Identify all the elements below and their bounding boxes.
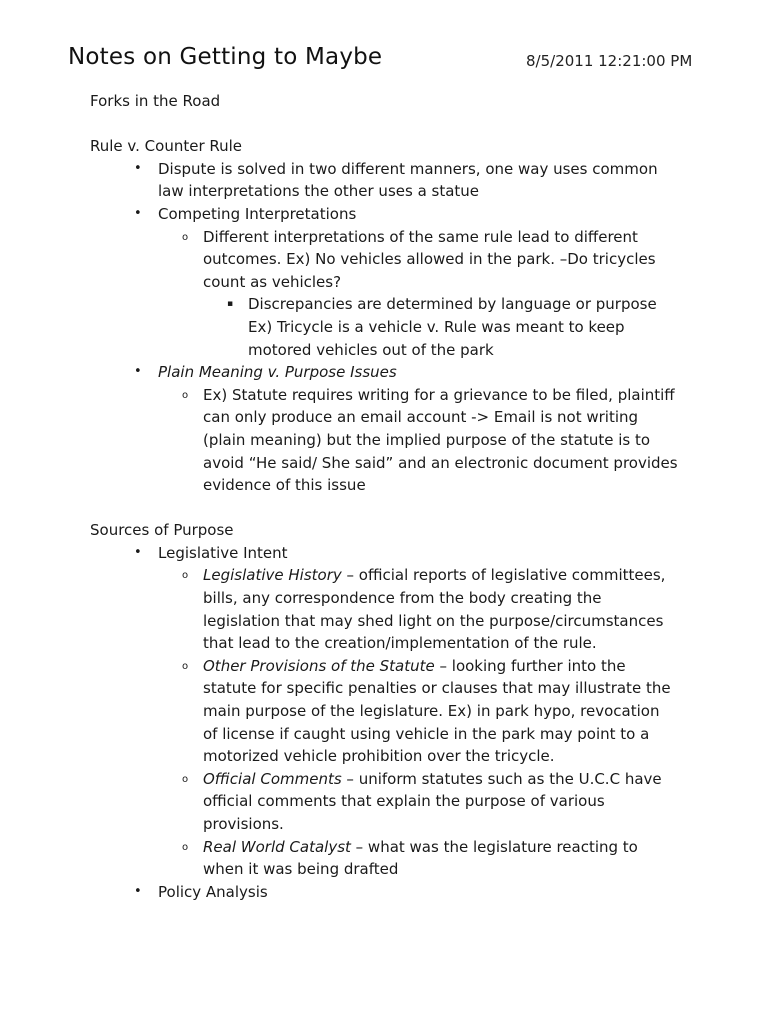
list-item — [203, 655, 678, 768]
sources-heading: Sources of Purpose — [90, 521, 234, 540]
intent-term: Real World Catalyst — [203, 837, 351, 856]
list-item-label: Different interpretations of the same rule lead to different outcomes. Ex) No vehicles allowed in the park. –Do tricycles count as vehicles? — [203, 227, 656, 291]
competing-sublist — [158, 226, 678, 362]
intent-text: – looking further into the statute for specific penalties or clauses that may illustrate the main purpose of the legislature. Ex) in park hypo, revocation of license if caught using vehicle in the park may point to a motorized vehicle prohibition over the tricycle. — [203, 656, 671, 766]
list-item-label: Competing Interpretations — [158, 204, 357, 223]
rule-heading: Rule v. Counter Rule — [90, 137, 243, 156]
list-item-label: Plain Meaning v. Purpose Issues — [158, 363, 397, 382]
list-item: • Dispute is solved in two different manners, one way uses common law interpretations the other uses a statue — [158, 158, 678, 203]
sources-list — [0, 542, 768, 904]
competing-subsublist — [203, 293, 678, 361]
list-item — [158, 542, 678, 881]
intent-text: – official reports of legislative committees, bills, any correspondence from the body creating the legislation that may shed light on the purpose/circumstances that lead to the creation/implementation of the rule. — [203, 566, 666, 653]
intent-text: – what was the legislature reacting to when it was being drafted — [203, 837, 638, 879]
list-item-label: Legislative Intent — [158, 543, 288, 562]
forks-heading: Forks in the Road — [90, 92, 221, 110]
intent-term: Other Provisions of the Statute — [203, 656, 435, 675]
intent-text: – uniform statutes such as the U.C.C have official comments that explain the purpose of various provisions. — [203, 769, 662, 833]
list-item — [158, 361, 678, 497]
list-item — [203, 836, 678, 881]
document-body — [0, 90, 768, 903]
list-item — [158, 203, 678, 361]
list-item: • Policy Analysis — [158, 881, 678, 904]
rule-list — [0, 158, 768, 497]
intent-term: Legislative History — [203, 566, 342, 585]
list-item — [203, 564, 678, 654]
list-item: ▪ Discrepancies are determined by language or purpose Ex) Tricycle is a vehicle v. Rule was meant to keep motored vehicles out of the park — [248, 293, 678, 361]
list-item — [203, 768, 678, 836]
document-timestamp: 8/5/2011 12:21:00 PM — [526, 52, 693, 70]
document-title: Notes on Getting to Maybe — [68, 44, 383, 70]
intent-term: Official Comments — [203, 769, 342, 788]
intent-sublist — [158, 564, 678, 880]
list-item: o Ex) Statute requires writing for a grievance to be filed, plaintiff can only produce an email account -> Email is not writing (plain meaning) but the implied purpose of the statute is to avoid “He said/ She said” and an electronic document provides evidence of this issue — [203, 384, 678, 497]
list-item — [203, 226, 678, 362]
plain-meaning-sublist — [158, 384, 678, 497]
